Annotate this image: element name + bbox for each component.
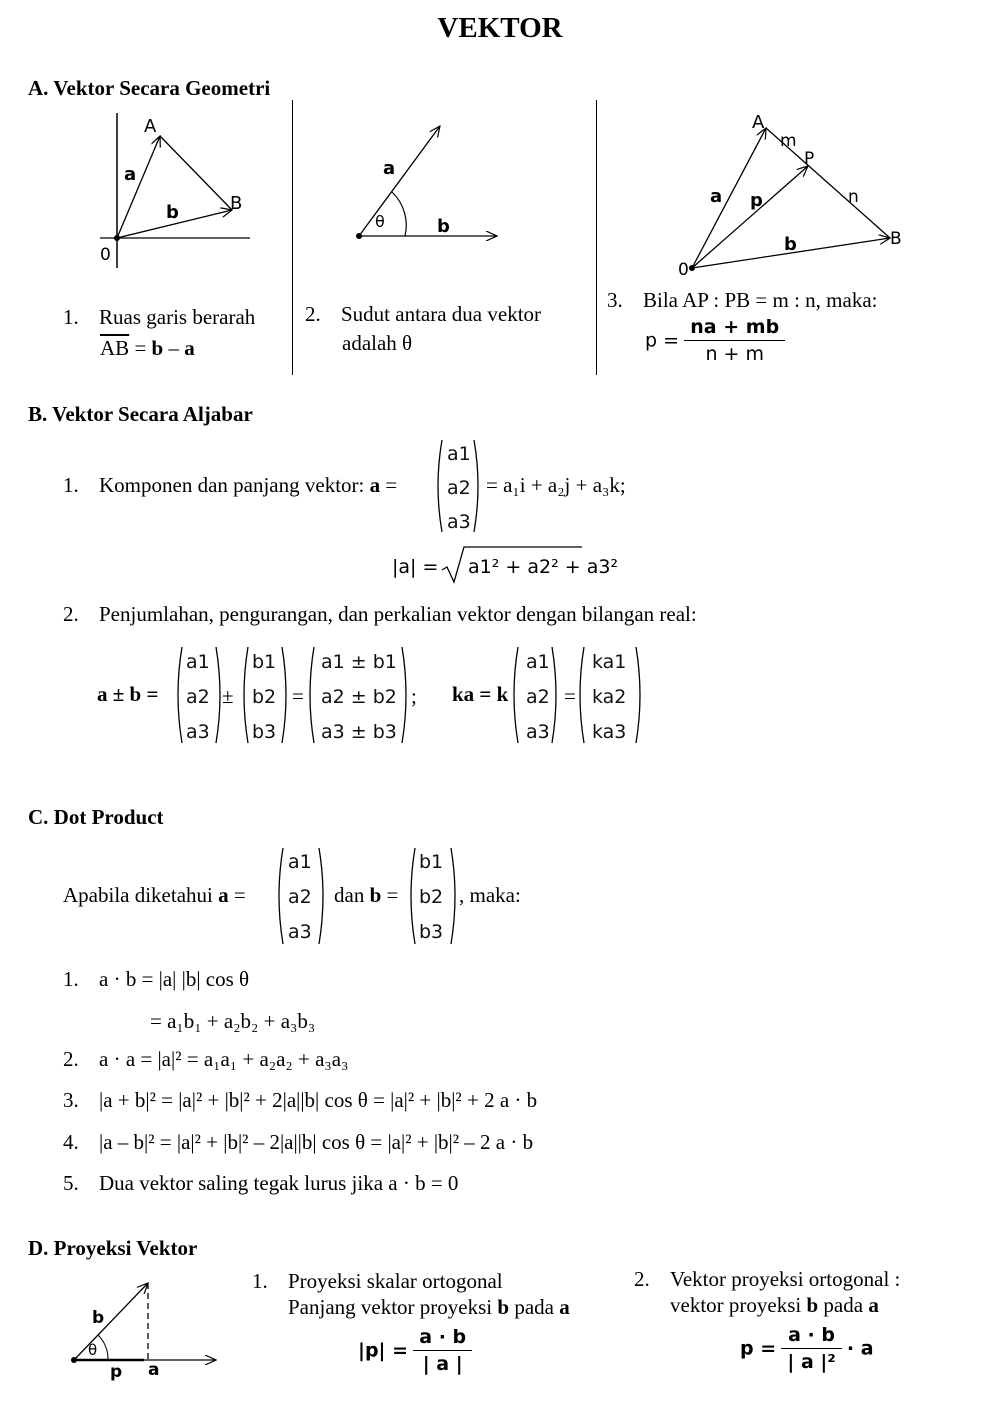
cell-ka-a3: a3	[526, 721, 550, 743]
c-cell-a1: a1	[288, 851, 312, 873]
cell-ka2: ka2	[592, 686, 627, 708]
component-a3: a3	[447, 511, 471, 533]
c-intro: Apabila diketahui a =	[63, 883, 246, 907]
cell-b1: b1	[252, 651, 277, 673]
a-item-3: 3. Bila AP : PB = m : n, maka:	[607, 288, 878, 312]
section-b-heading: B. Vektor Secara Aljabar	[28, 402, 253, 426]
a-item-2: 2. Sudut antara dua vektor	[305, 302, 542, 326]
label-b: b	[92, 1308, 105, 1328]
b-item-1-rhs: = a₁i + a₂j + a₃k;	[486, 473, 626, 497]
c-dan: dan b =	[334, 883, 399, 907]
a-item-1: 1. Ruas garis berarah	[63, 305, 256, 329]
b-item-1: 1. Komponen dan panjang vektor: a =	[63, 473, 398, 497]
c-item-2: 2. a · a = |a|² = a₁a₁ + a₂a₂ + a₃a₃	[63, 1047, 349, 1071]
cell-sum1: a1 ± b1	[321, 651, 397, 673]
op-eq: =	[564, 684, 576, 708]
divider	[292, 100, 293, 375]
figure-angle	[345, 118, 510, 248]
norm-rhs: a1² + a2² + a3²	[468, 556, 619, 578]
label-a: a	[383, 158, 396, 179]
label-origin: 0	[100, 245, 111, 265]
cell-ka3: ka3	[592, 721, 627, 743]
label-a: a	[124, 164, 137, 185]
d-item-1-line2: Panjang vektor proyeksi b pada a	[288, 1295, 570, 1319]
label-p: p	[110, 1362, 123, 1382]
label-B: B	[230, 193, 243, 214]
b-item-2: 2. Penjumlahan, pengurangan, dan perkalian vektor dengan bilangan real:	[63, 602, 697, 626]
section-d-heading: D. Proyeksi Vektor	[28, 1236, 198, 1260]
label-b: b	[784, 234, 797, 255]
c-item-5: 5. Dua vektor saling tegak lurus jika a · b = 0	[63, 1171, 459, 1195]
cell-ka-a2: a2	[526, 686, 550, 708]
cell-a3: a3	[186, 721, 210, 743]
component-a2: a2	[447, 477, 471, 499]
cell-sum2: a2 ± b2	[321, 686, 397, 708]
d-item-2-formula: p = $\frac{a \cdot b}{\text{| a |²}}$ · a	[740, 1324, 874, 1373]
label-m: m	[780, 131, 797, 151]
a-item-1-formula: $\overline{AB} = b - a$	[100, 336, 195, 360]
a-item-3-formula: p = $\frac{na + mb}{n + m}$	[645, 316, 785, 365]
cell-a2: a2	[186, 686, 210, 708]
cell-sum3: a3 ± b3	[321, 721, 397, 743]
figure-vector-ab	[90, 108, 260, 273]
label-b: b	[166, 202, 179, 223]
label-P: P	[804, 149, 815, 169]
c-cell-a3: a3	[288, 921, 312, 943]
label-theta: θ	[375, 212, 385, 231]
cell-b3: b3	[252, 721, 277, 743]
op-eq: =	[292, 684, 304, 708]
cell-ka-a1: a1	[526, 651, 550, 673]
b-item-2-lhs: a ± b =	[97, 682, 159, 706]
cell-ka1: ka1	[592, 651, 627, 673]
c-cell-a2: a2	[288, 886, 312, 908]
c-cell-b1: b1	[419, 851, 444, 873]
label-A: A	[752, 112, 765, 133]
cell-b2: b2	[252, 686, 277, 708]
c-item-3: 3. |a + b|² = |a|² + |b|² + 2|a||b| cos θ = |a|² + |b|² + 2 a · b	[63, 1088, 538, 1112]
label-B: B	[890, 229, 902, 249]
c-item-4: 4. |a – b|² = |a|² + |b|² – 2|a||b| cos θ = |a|² + |b|² – 2 a · b	[63, 1130, 534, 1154]
d-item-1: 1. Proyeksi skalar ortogonal	[252, 1269, 503, 1293]
label-origin: 0	[678, 260, 689, 280]
norm-lhs: |a| =	[392, 556, 439, 578]
cell-a1: a1	[186, 651, 210, 673]
divider	[596, 100, 597, 375]
c-cell-b3: b3	[419, 921, 444, 943]
label-A: A	[144, 116, 157, 137]
op-pm: ±	[222, 684, 234, 708]
semicolon: ;	[411, 684, 417, 708]
page-title: VEKTOR	[437, 12, 563, 44]
c-maka: , maka:	[459, 883, 521, 907]
d-item-2-line2: vektor proyeksi b pada a	[670, 1293, 879, 1317]
c-cell-b2: b2	[419, 886, 444, 908]
c-item-1-cont: = a₁b₁ + a₂b₂ + a₃b₃	[150, 1009, 316, 1033]
label-p: p	[750, 190, 763, 211]
a-item-2-line2: adalah θ	[342, 331, 413, 355]
c-item-1: 1. a · b = |a| |b| cos θ	[63, 967, 250, 991]
figure-section-point	[672, 110, 912, 280]
label-a: a	[710, 186, 723, 207]
figure-projection	[62, 1275, 227, 1385]
label-a: a	[148, 1360, 160, 1380]
section-a-heading: A. Vektor Secara Geometri	[28, 76, 271, 100]
label-n: n	[848, 187, 859, 207]
k-lhs: ka = k	[452, 682, 509, 706]
label-b: b	[437, 216, 450, 237]
section-c-heading: C. Dot Product	[28, 805, 164, 829]
d-item-2: 2. Vektor proyeksi ortogonal :	[634, 1267, 901, 1291]
label-theta: θ	[88, 1341, 98, 1359]
d-item-1-formula: |p| = $\frac{a \cdot b}{| a |}$	[358, 1326, 472, 1375]
component-a1: a1	[447, 443, 471, 465]
